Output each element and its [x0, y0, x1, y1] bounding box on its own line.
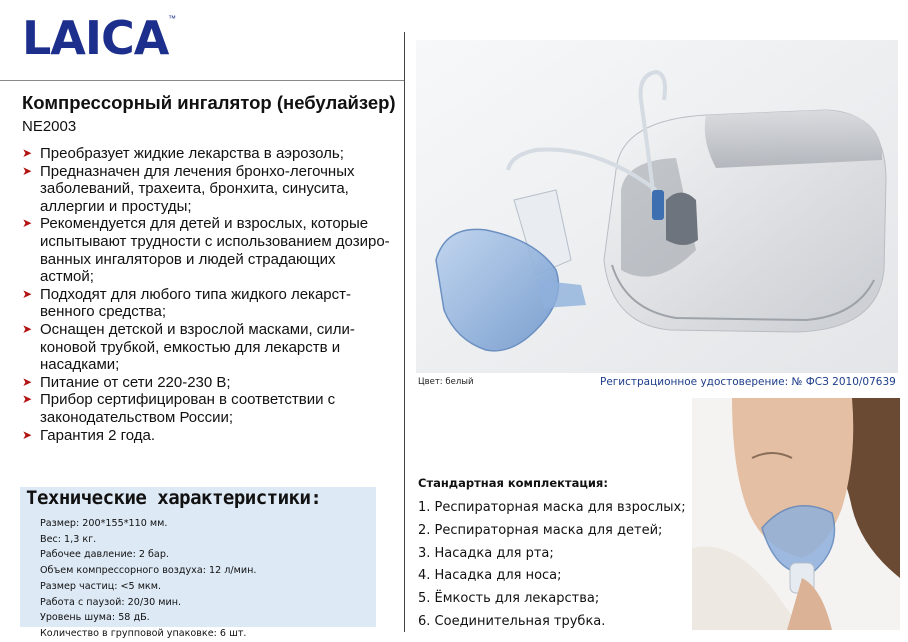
feature-line: Прибор сертифицирован в соответствии с [40, 391, 336, 409]
kit-item: 3. Насадка для рта; [418, 545, 554, 561]
feature-item [22, 286, 402, 321]
person-using-mask-photo [692, 398, 900, 630]
brand-logo-text: LAICA [22, 11, 169, 65]
feature-line: законодательством России; [40, 408, 234, 426]
kit-item: 1. Респираторная маска для взрослых; [418, 500, 686, 515]
feature-item [22, 374, 402, 392]
feature-line: Предназначен для лечения бронхо-легочных [40, 162, 355, 180]
feature-line: венного средства; [40, 303, 166, 321]
product-title: Компрессорный ингалятор (небулайзер) [22, 92, 396, 113]
bullet-arrow-icon: ➤ [22, 163, 33, 178]
feature-line: испытывают трудности с использованием дозиро- [40, 232, 390, 250]
bullet-arrow-icon: ➤ [22, 427, 33, 442]
kit-item: 6. Соединительная трубка. [418, 613, 606, 629]
nebulizer-illustration [416, 40, 898, 373]
feature-line: Гарантия 2 года. [40, 426, 156, 444]
feature-line: Оснащен детской и взрослой масками, сили- [40, 320, 355, 338]
feature-list [22, 145, 402, 444]
bullet-arrow-icon: ➤ [22, 392, 33, 407]
bullet-arrow-icon: ➤ [22, 321, 33, 336]
kit-item: 5. Ёмкость для лекарства; [418, 591, 600, 607]
bullet-arrow-icon: ➤ [22, 286, 33, 301]
feature-line: Подходят для любого типа жидкого лекарст- [40, 285, 351, 303]
feature-line: Рекомендуется для детей и взрослых, которые [40, 215, 369, 233]
kit-item: 4. Насадка для носа; [418, 568, 562, 584]
bullet-arrow-icon: ➤ [22, 374, 33, 389]
feature-line: астмой; [40, 268, 94, 286]
feature-line: Питание от сети 220-230 В; [40, 373, 231, 391]
feature-item [22, 215, 402, 285]
feature-line: насадками; [40, 356, 120, 374]
brand-logo [22, 8, 176, 68]
kit-title: Стандартная комплектация: [418, 476, 608, 490]
header-divider [0, 80, 405, 81]
bullet-arrow-icon: ➤ [22, 216, 33, 231]
spec-item: Вес: 1,3 кг. [40, 533, 97, 545]
spec-item: Объем компрессорного воздуха: 12 л/мин. [40, 565, 257, 577]
registration-note: Регистрационное удостоверение: № ФСЗ 2010/07639 [600, 376, 896, 388]
feature-line: Преобразует жидкие лекарства в аэрозоль; [40, 145, 344, 162]
feature-line: ванных ингаляторов и людей страдающих [40, 250, 336, 268]
kit-item: 2. Респираторная маска для детей; [418, 522, 663, 538]
feature-item [22, 321, 402, 374]
color-note: Цвет: белый [418, 377, 474, 387]
product-model: NE2003 [22, 118, 77, 135]
nebulizer-photo [416, 40, 898, 373]
spec-item: Размер частиц: <5 мкм. [40, 580, 162, 592]
bullet-arrow-icon: ➤ [22, 146, 33, 160]
trademark-mark: ™ [168, 14, 176, 23]
spec-item: Рабочее давление: 2 бар. [40, 549, 169, 561]
specs-title: Технические характеристики: [26, 487, 322, 509]
kit-list [418, 497, 686, 634]
spec-item: Размер: 200*155*110 мм. [40, 518, 168, 529]
spec-item: Количество в групповой упаковке: 6 шт. [40, 627, 247, 639]
feature-line: коновой трубкой, емкостью для лекарств и [40, 338, 341, 356]
feature-item [22, 145, 402, 163]
feature-item [22, 391, 402, 426]
feature-line: заболеваний, трахеита, бронхита, синусита, [40, 180, 349, 198]
specs-list [40, 516, 256, 642]
feature-line: аллергии и простуды; [40, 197, 192, 215]
spec-item: Работа с паузой: 20/30 мин. [40, 596, 182, 608]
spec-item: Уровень шума: 58 дБ. [40, 612, 150, 624]
feature-item [22, 427, 402, 445]
feature-item [22, 163, 402, 216]
person-illustration [692, 398, 900, 630]
column-divider [404, 32, 405, 632]
